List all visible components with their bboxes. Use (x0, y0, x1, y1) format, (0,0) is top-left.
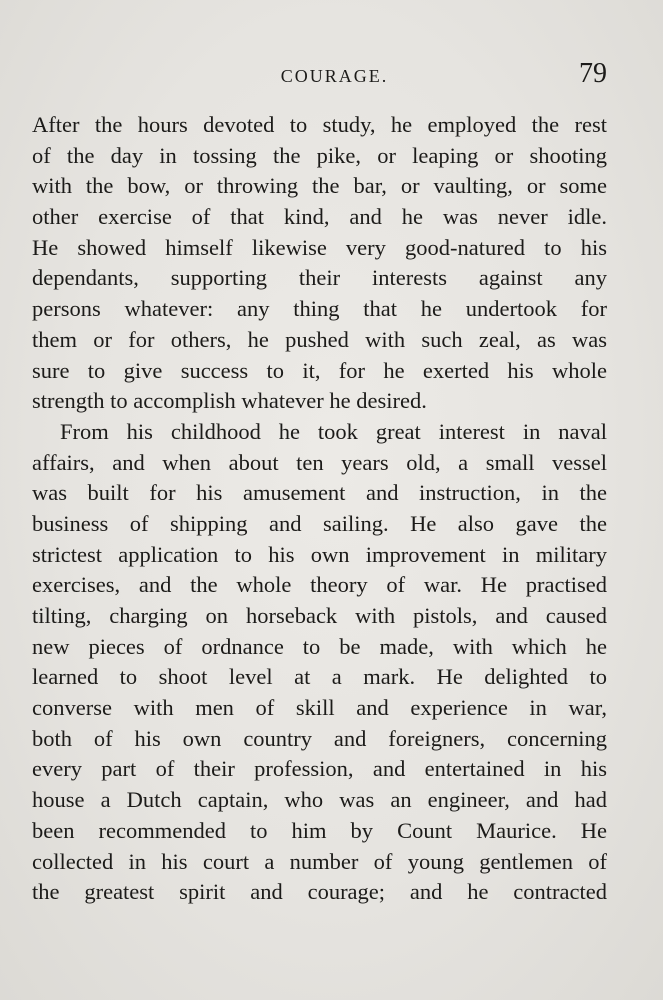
text-line: them or for others, he pushed with such zeal, as was (32, 326, 607, 352)
text-line: learned to shoot level at a mark. He delighted to (32, 664, 607, 690)
text-line: been recommended to him by Count Maurice. He (32, 817, 607, 843)
page-header (32, 58, 607, 94)
running-head: COURAGE. (280, 66, 389, 86)
paragraph-end-line: strength to accomplish whatever he desired. (32, 388, 427, 414)
text-line: other exercise of that kind, and he was never idle. (32, 204, 607, 230)
text-line: strictest application to his own improvement in military (32, 541, 607, 567)
text-line: persons whatever: any thing that he undertook for (32, 296, 607, 322)
text-line: new pieces of ordnance to be made, with which he (32, 633, 607, 659)
text-line: house a Dutch captain, who was an engineer, and had (32, 787, 607, 813)
text-line: every part of their profession, and entertained in his (32, 756, 607, 782)
page-number: 79 (579, 58, 607, 89)
text-line: collected in his court a number of young gentlemen of (32, 848, 607, 874)
text-line: affairs, and when about ten years old, a small vessel (32, 449, 607, 475)
text-line: converse with men of skill and experience in war, (32, 695, 607, 721)
paragraph-start-line: From his childhood he took great interest in naval (60, 418, 607, 444)
text-line: with the bow, or throwing the bar, or vaulting, or some (32, 173, 607, 199)
text-line: After the hours devoted to study, he employed the rest (32, 112, 607, 137)
body-text (32, 110, 607, 908)
text-line: of the day in tossing the pike, or leaping or shooting (32, 142, 607, 168)
text-line: both of his own country and foreigners, concerning (32, 725, 607, 751)
text-line: dependants, supporting their interests against any (32, 265, 607, 291)
text-line: business of shipping and sailing. He also gave the (32, 510, 607, 536)
text-line: tilting, charging on horseback with pistols, and caused (32, 603, 607, 628)
text-line: sure to give success to it, for he exerted his whole (32, 357, 607, 383)
text-line: the greatest spirit and courage; and he contracted (32, 879, 607, 905)
text-line: He showed himself likewise very good-natured to his (32, 234, 607, 260)
text-line: exercises, and the whole theory of war. He practised (32, 572, 607, 598)
text-line: was built for his amusement and instruction, in the (32, 480, 607, 506)
